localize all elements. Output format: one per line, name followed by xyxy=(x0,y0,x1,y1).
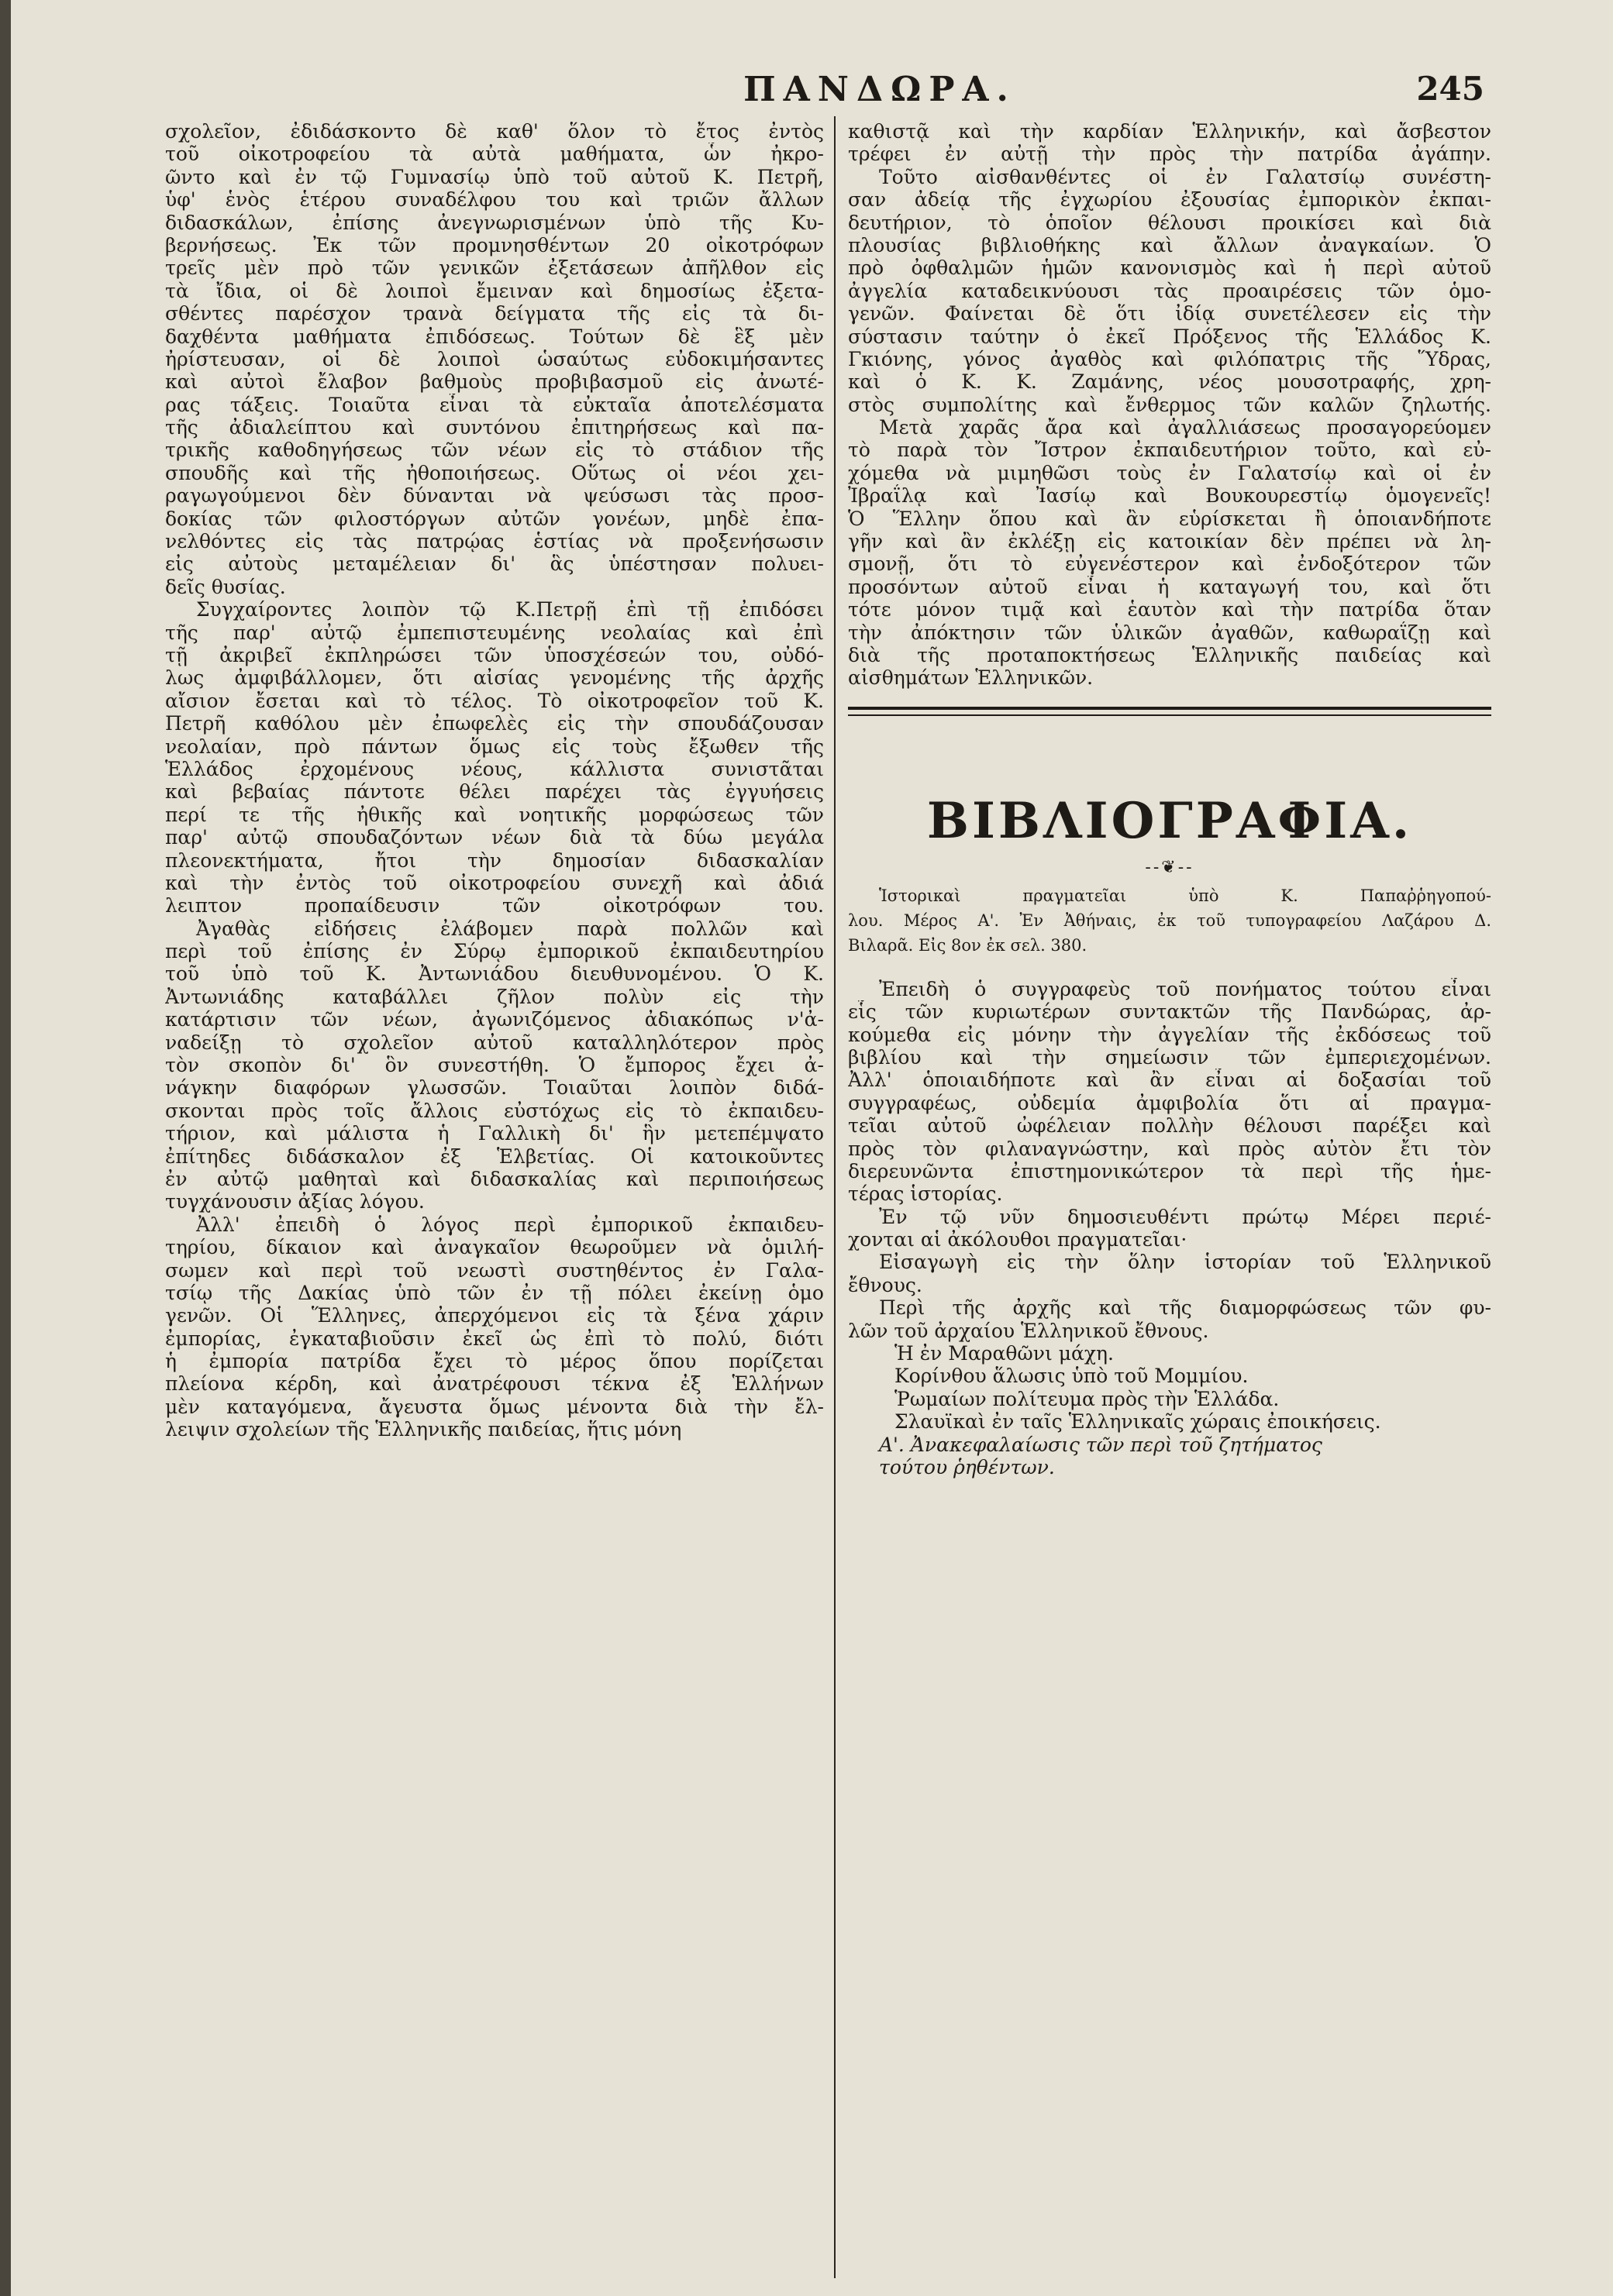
text-line: ναδείξῃ τὸ σχολεῖον αὐτοῦ καταλληλότερον πρὸς xyxy=(165,1031,824,1054)
text-line: δοκίας τῶν φιλοστόργων αὐτῶν γονέων, μηδὲ ἐπα- xyxy=(165,507,824,530)
text-line: αἰσθημάτων Ἑλληνικῶν. xyxy=(848,666,1094,690)
text-line: ἡ ἐμπορία πατρίδα ἔχει τὸ μέρος ὅπου πορίζεται xyxy=(165,1350,824,1373)
text-line: διδασκάλων, ἐπίσης ἀνεγνωρισμένων ὑπὸ τῆς Κυ- xyxy=(165,211,824,234)
text-line: πλείονα κέρδη, καὶ ἀνατρέφουσι τέκνα ἐξ Ἑλλήνων xyxy=(165,1372,824,1396)
book-review-text xyxy=(848,978,1491,1342)
text-line: Συγχαίροντες λοιπὸν τῷ Κ.Πετρῇ ἐπὶ τῇ ἐπιδόσει xyxy=(196,598,824,621)
review-line: διερευνῶντα ἐπιστημονικώτερον τὰ περὶ τῆς ἡμε- xyxy=(848,1159,1491,1182)
text-line: πλεονεκτήματα, ἤτοι τὴν δημοσίαν διδασκαλίαν xyxy=(165,849,824,872)
text-line: πλουσίας βιβλιοθήκης καὶ ἄλλων ἀναγκαίων. Ὁ xyxy=(848,233,1491,256)
text-line: τὸ παρὰ τὸν Ἴστρον ἐκπαιδευτήριον τοῦτο, καὶ εὐ- xyxy=(848,439,1491,462)
text-line: Ἰβραΐλᾳ καὶ Ἰασίῳ καὶ Βουκουρεστίῳ ὁμογενεῖς! xyxy=(848,484,1491,508)
review-line: ἔθνους. xyxy=(848,1273,922,1296)
text-line: ραγωγούμενοι δὲν δύνανται νὰ ψεύσωσι τὰς προσ- xyxy=(165,484,824,508)
text-line: λως ἀμφιβάλλομεν, ὅτι αἰσίας γενομένης τῆς ἀρχῆς xyxy=(165,666,824,690)
text-line: χόμεθα νὰ μιμηθῶσι τοὺς ἐν Γαλατσίῳ καὶ οἱ ἐν xyxy=(848,461,1491,484)
text-line: νάγκην διαφόρων γλωσσῶν. Τοιαῦται λοιπὸν διδά- xyxy=(165,1076,824,1100)
text-line: παρ' αὐτῷ σπουδαζόντων νέων διὰ τὰ δύω μεγάλα xyxy=(165,826,824,849)
text-line: Γκιόνης, γόνος ἀγαθὸς καὶ φιλόπατρις τῆς Ὕδρας, xyxy=(848,347,1491,370)
text-line: δευτήριον, τὸ ὁποῖον θέλουσι προικίσει καὶ διὰ xyxy=(848,211,1491,234)
bibliography-line: Βιλαρᾶ. Εἰς 8ον ἐκ σελ. 380. xyxy=(848,935,1087,955)
page-number: 245 xyxy=(1416,70,1484,108)
contents-item: Σλαυϊκαὶ ἐν ταῖς Ἑλληνικαῖς χώραις ἐποικήσεις. xyxy=(894,1410,1381,1434)
review-line: βιβλίου καὶ τὴν σημείωσιν τῶν ἐμπεριεχομένων. xyxy=(848,1045,1491,1069)
text-line: τρικῆς καθοδηγήσεως τῶν νέων εἰς τὸ στάδιον τῆς xyxy=(165,439,824,462)
review-line: Εἰσαγωγὴ εἰς τὴν ὅλην ἱστορίαν τοῦ Ἑλληνικοῦ xyxy=(879,1251,1491,1274)
review-line: τέρας ἱστορίας. xyxy=(848,1182,1003,1206)
text-line: λειψιν σχολείων τῆς Ἑλληνικῆς παιδείας, ἥτις μόνη xyxy=(165,1418,682,1441)
review-line: Ἀλλ' ὁποιαιδήποτε καὶ ἂν εἶναι αἱ δοξασίαι τοῦ xyxy=(848,1069,1491,1092)
bibliography-line: Ἱστορικαὶ πραγματεῖαι ὑπὸ Κ. Παπαῤῥηγοπού- xyxy=(879,886,1491,905)
section-separator xyxy=(848,690,1491,736)
bibliography-line: λου. Μέρος Α'. Ἐν Ἀθήναις, ἐκ τοῦ τυπογραφείου Λαζάρου Δ. xyxy=(848,910,1491,930)
contents-list xyxy=(848,1342,1491,1478)
text-line: Μετὰ χαρᾶς ἄρα καὶ ἀγαλλιάσεως προσαγορεύομεν xyxy=(879,416,1491,439)
ornament-divider: --❦-- xyxy=(1145,857,1194,877)
text-line: τῆς ἀδιαλείπτου καὶ συντόνου ἐπιτηρήσεως καὶ πα- xyxy=(165,416,824,439)
page-header xyxy=(167,70,1484,108)
text-line: τοῦ ὑπὸ τοῦ Κ. Ἀντωνιάδου διευθυνομένου. Ὁ Κ. xyxy=(165,962,824,986)
text-line: τότε μόνον τιμᾷ καὶ ἑαυτὸν καὶ τὴν πατρίδα ὅταν xyxy=(848,598,1491,621)
contents-item: Ἡ ἐν Μαραθῶνι μάχη. xyxy=(894,1342,1114,1365)
text-line: ἐν αὐτῷ μαθηταὶ καὶ διδασκαλίας καὶ περιποιήσεως xyxy=(165,1167,824,1190)
text-line: τοῦ οἰκοτροφείου τὰ αὐτὰ μαθήματα, ὧν ἠκρο- xyxy=(165,143,824,166)
text-line: τὰ ἴδια, οἱ δὲ λοιποὶ ἔμειναν καὶ δημοσίως ἐξετα- xyxy=(165,279,824,302)
text-line: τσίῳ τῆς Δακίας ὑπὸ τῶν ἐν τῇ πόλει ἐκείνῃ ὁμο xyxy=(165,1281,824,1304)
section-title-bibliography: ΒΙΒΛΙΟΓΡΑΦΙΑ. xyxy=(926,791,1413,850)
page-binding-edge xyxy=(0,0,11,2296)
text-line: περὶ τοῦ ἐπίσης ἐν Σύρῳ ἐμπορικοῦ ἐκπαιδευτηρίου xyxy=(165,940,824,963)
text-line: ῶντο καὶ ἐν τῷ Γυμνασίῳ ὑπὸ τοῦ αὐτοῦ Κ. Πετρῆ, xyxy=(165,165,824,188)
text-line: Ἀντωνιάδης καταβάλλει ζῆλον πολὺν εἰς τὴν xyxy=(165,985,824,1008)
text-line: τρεῖς μὲν πρὸ τῶν γενικῶν ἐξετάσεων ἀπῆλθον εἰς xyxy=(165,256,824,280)
text-line: τὸν σκοπὸν δι' ὃν συνεστήθη. Ὁ ἔμπορος ἔχει ἀ- xyxy=(165,1054,824,1077)
review-line: Ἐπειδὴ ὁ συγγραφεὺς τοῦ πονήματος τούτου εἶναι xyxy=(879,977,1491,1000)
review-line: πρὸς τὸν φιλαναγνώστην, καὶ πρὸς αὐτὸν ἔτι τὸν xyxy=(848,1137,1491,1160)
contents-item: Ῥωμαίων πολίτευμα πρὸς τὴν Ἑλλάδα. xyxy=(894,1387,1280,1410)
text-line: γενῶν. Φαίνεται δὲ ὅτι ἰδίᾳ συνετέλεσεν εἰς τὴν xyxy=(848,302,1491,325)
review-line: Περὶ τῆς ἀρχῆς καὶ τῆς διαμορφώσεως τῶν φυ- xyxy=(879,1296,1491,1320)
text-line: σπουδῆς καὶ τῆς ἠθοποιήσεως. Οὕτως οἱ νέοι χει- xyxy=(165,461,824,484)
text-line: περί τε τῆς ἠθικῆς καὶ νοητικῆς μορφώσεως τῶν xyxy=(165,803,824,826)
text-line: γῆν καὶ ἂν ἐκλέξῃ εἰς κατοικίαν δὲν πρέπει νὰ λη- xyxy=(848,530,1491,553)
text-line: ρας τάξεις. Τοιαῦτα εἶναι τὰ εὐκταῖα ἀποτελέσματα xyxy=(165,393,824,416)
text-line: σχολεῖον, ἐδιδάσκοντο δὲ καθ' ὅλον τὸ ἔτος ἐντὸς xyxy=(165,120,824,143)
text-line: σωμεν καὶ περὶ τοῦ νεωστὶ συστηθέντος ἐν Γαλα- xyxy=(165,1258,824,1282)
right-column xyxy=(848,120,1491,2282)
text-line: τῆς παρ' αὐτῷ ἐμπεπιστευμένης νεολαίας καὶ ἐπὶ xyxy=(165,621,824,644)
text-line: τήριον, καὶ μάλιστα ἡ Γαλλικὴ δι' ἣν μετεπέμψατο xyxy=(165,1122,824,1145)
text-line: αἴσιον ἔσεται καὶ τὸ τέλος. Τὸ οἰκοτροφεῖον τοῦ Κ. xyxy=(165,689,824,712)
text-line: καὶ ὁ Κ. Κ. Ζαμάνης, νέος μουσοτραφής, χρη- xyxy=(848,370,1491,394)
review-line: χονται αἱ ἀκόλουθοι πραγματεῖαι· xyxy=(848,1228,1187,1251)
text-line: ἀγγελία καταδεικνύουσι τὰς προαιρέσεις τῶν ὁμο- xyxy=(848,279,1491,302)
text-line: προσόντων αὐτοῦ εἶναι ἡ καταγωγή του, καὶ ὅτι xyxy=(848,575,1491,598)
thick-rule xyxy=(848,707,1491,710)
contents-item: τούτου ῥηθέντων. xyxy=(879,1455,1055,1478)
journal-title: ΠΑΝΔΩΡΑ. xyxy=(743,70,1016,109)
text-line: σκονται πρὸς τοῖς ἄλλοις εὐστόχως εἰς τὸ ἐκπαιδευ- xyxy=(165,1099,824,1122)
text-line: τῇ ἀκριβεῖ ἐκπληρώσει τῶν ὑποσχέσεών του, οὐδό- xyxy=(165,643,824,666)
contents-item: Α'. Ἀνακεφαλαίωσις τῶν περὶ τοῦ ζητήματος xyxy=(879,1433,1322,1456)
column-divider xyxy=(834,116,836,2278)
text-line: δαχθέντα μαθήματα ἐπιδόσεως. Τούτων δὲ ἓξ μὲν xyxy=(165,325,824,348)
review-line: συγγραφέως, οὐδεμία ἀμφιβολία ὅτι αἱ πραγμα- xyxy=(848,1091,1491,1114)
text-line: τηρίου, δίκαιον καὶ ἀναγκαῖον θεωροῦμεν νὰ ὁμιλή- xyxy=(165,1236,824,1259)
text-line: Πετρῆ καθόλου μὲν ἐπωφελὲς εἰς τὴν σπουδάζουσαν xyxy=(165,712,824,735)
text-line: γενῶν. Οἱ Ἕλληνες, ἀπερχόμενοι εἰς τὰ ξένα χάριν xyxy=(165,1304,824,1327)
text-line: μὲν καταγόμενα, ἄγευστα ὅμως μένοντα διὰ τὴν ἔλ- xyxy=(165,1395,824,1418)
text-line: τυγχάνουσιν ἀξίας λόγου. xyxy=(165,1190,425,1213)
bibliography-entry xyxy=(848,883,1491,958)
review-line: Ἐν τῷ νῦν δημοσιευθέντι πρώτῳ Μέρει περιέ- xyxy=(879,1205,1491,1228)
left-column xyxy=(165,120,824,2282)
text-line: Ὁ Ἕλλην ὅπου καὶ ἂν εὑρίσκεται ἢ ὁποιανδήποτε xyxy=(848,507,1491,530)
text-line: ἐπίτηδες διδάσκαλον ἐξ Ἑλβετίας. Οἱ κατοικοῦντες xyxy=(165,1145,824,1168)
text-line: στὸς συμπολίτης καὶ ἔνθερμος τῶν καλῶν ζηλωτής. xyxy=(848,393,1491,416)
text-line: νεολαίαν, πρὸ πάντων ὅμως εἰς τοὺς ἔξωθεν τῆς xyxy=(165,735,824,758)
text-line: βερνήσεως. Ἐκ τῶν προμνησθέντων 20 οἰκοτρόφων xyxy=(165,233,824,256)
text-line: δεῖς θυσίας. xyxy=(165,575,286,598)
text-line: καὶ βεβαίας πάντοτε θέλει παρέχει τὰς ἐγγυήσεις xyxy=(165,780,824,804)
text-line: καὶ τὴν ἐντὸς τοῦ οἰκοτροφείου συνεχῆ καὶ ἀδιά xyxy=(165,871,824,894)
text-line: εἰς αὐτοὺς μεταμέλειαν δι' ἃς ὑπέστησαν πολυει- xyxy=(165,552,824,576)
text-line: σθέντες παρέσχον τρανὰ δείγματα τῆς εἰς τὰ δι- xyxy=(165,302,824,325)
review-line: λῶν τοῦ ἀρχαίου Ἑλληνικοῦ ἔθνους. xyxy=(848,1319,1209,1342)
text-line: σαν ἀδείᾳ τῆς ἐγχωρίου ἐξουσίας ἐμπορικὸν ἐκπαι- xyxy=(848,188,1491,212)
thin-rule xyxy=(848,714,1491,716)
text-line: Ἀλλ' ἐπειδὴ ὁ λόγος περὶ ἐμπορικοῦ ἐκπαιδευ- xyxy=(196,1213,824,1236)
text-line: ἐμπορίας, ἐγκαταβιοῦσιν ἐκεῖ ὡς ἐπὶ τὸ πολύ, διότι xyxy=(165,1327,824,1350)
text-line: πρὸ ὀφθαλμῶν ἡμῶν κανονισμὸς καὶ ἡ περὶ αὐτοῦ xyxy=(848,256,1491,280)
text-line: κατάρτισιν τῶν νέων, ἀγωνιζόμενος ἀδιακόπως ν'ἀ- xyxy=(165,1008,824,1031)
article-continuation xyxy=(848,120,1491,690)
text-line: τὴν ἀπόκτησιν τῶν ὑλικῶν ἀγαθῶν, καθωραΐζῃ καὶ xyxy=(848,621,1491,644)
text-line: λειπτον προπαίδευσιν τῶν οἰκοτρόφων του. xyxy=(165,894,824,917)
text-line: τρέφει ἐν αὐτῇ τὴν πρὸς τὴν πατρίδα ἀγάπην. xyxy=(848,143,1491,166)
text-line: ὑφ' ἑνὸς ἑτέρου συναδέλφου του καὶ τριῶν ἄλλων xyxy=(165,188,824,212)
text-line: καὶ αὐτοὶ ἔλαβον βαθμοὺς προβιβασμοῦ εἰς ἀνωτέ- xyxy=(165,370,824,394)
review-line: κούμεθα εἰς μόνην τὴν ἀγγελίαν τῆς ἐκδόσεως τοῦ xyxy=(848,1023,1491,1046)
spacer xyxy=(848,958,1491,978)
text-line: ἠρίστευσαν, οἱ δὲ λοιποὶ ὡσαύτως εὐδοκιμήσαντες xyxy=(165,347,824,370)
text-line: Τοῦτο αἰσθανθέντες οἱ ἐν Γαλατσίῳ συνέστη- xyxy=(879,165,1491,188)
review-line: τεῖαι αὐτοῦ ὠφέλειαν πολλὴν θέλουσι παρέξει καὶ xyxy=(848,1114,1491,1138)
text-line: καθιστᾷ καὶ τὴν καρδίαν Ἑλληνικήν, καὶ ἄσβεστον xyxy=(848,120,1491,143)
text-line: σμονῇ, ὅτι τὸ εὐγενέστερον καὶ ἐνδοξότερον τῶν xyxy=(848,552,1491,576)
review-line: εἷς τῶν κυριωτέρων συντακτῶν τῆς Πανδώρας, ἀρ- xyxy=(848,1000,1491,1024)
contents-item: Κορίνθου ἅλωσις ὑπὸ τοῦ Μομμίου. xyxy=(894,1365,1249,1388)
text-line: νελθόντες εἰς τὰς πατρῴας ἑστίας νὰ προξενήσωσιν xyxy=(165,530,824,553)
text-line: Ἑλλάδος ἐρχομένους νέους, κάλλιστα συνιστᾶται xyxy=(165,757,824,780)
text-line: σύστασιν ταύτην ὁ ἐκεῖ Πρόξενος τῆς Ἑλλάδος Κ. xyxy=(848,325,1491,348)
text-line: Ἀγαθὰς εἰδήσεις ἐλάβομεν παρὰ πολλῶν καὶ xyxy=(196,917,824,940)
text-line: διὰ τῆς προταποκτήσεως Ἑλληνικῆς παιδείας καὶ xyxy=(848,643,1491,666)
